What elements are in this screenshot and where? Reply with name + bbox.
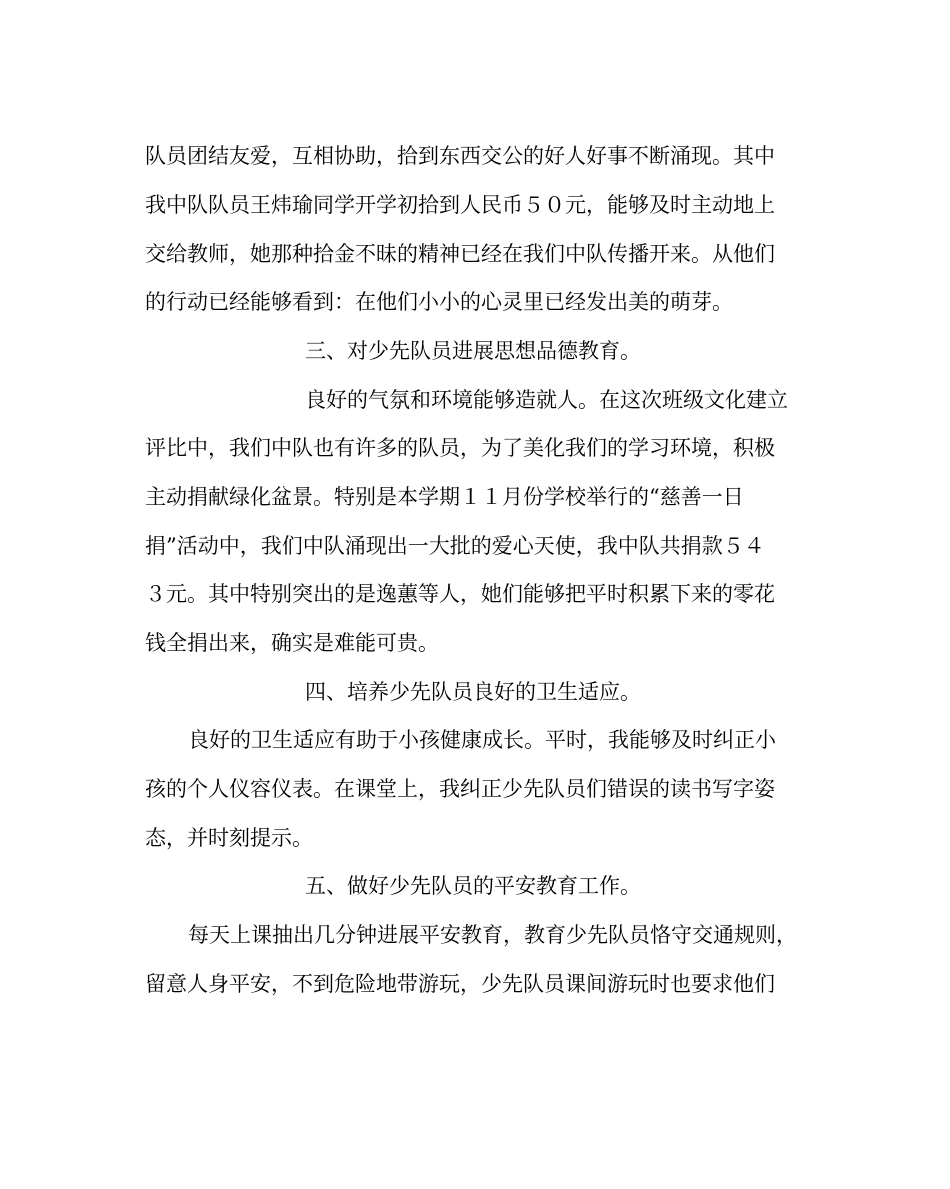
body-line: 评比中，我们中队也有许多的队员，为了美化我们的学习环境，积极 (145, 436, 775, 460)
body-line: 每天上课抽出几分钟进展平安教育，教育少先队员恪守交通规则， (188, 923, 797, 947)
body-line: 良好的气氛和环境能够造就人。在这次班级文化建立 (305, 388, 788, 412)
section-heading: 五、做好少先队员的平安教育工作。 (305, 874, 641, 898)
body-line: 钱全捐出来，确实是难能可贵。 (145, 631, 439, 655)
body-line: 的行动已经能够看到：在他们小小的心灵里已经发出美的萌芽。 (145, 290, 733, 314)
body-line: 主动捐献绿化盆景。特别是本学期１１月份学校举行的“慈善一日 (145, 485, 744, 509)
body-line: ３元。其中特别突出的是逸蕙等人，她们能够把平时积累下来的零花 (145, 582, 775, 606)
body-line: 我中队队员王炜瑜同学开学初拾到人民币５０元，能够及时主动地上 (145, 193, 775, 217)
section-heading: 四、培养少先队员良好的卫生适应。 (305, 680, 641, 704)
body-line: 交给教师，她那种拾金不昧的精神已经在我们中队传播开来。从他们 (145, 242, 775, 266)
body-line: 捐”活动中，我们中队涌现出一大批的爱心天使，我中队共捐款５４ (145, 534, 765, 558)
body-line: 队员团结友爱，互相协助，拾到东西交公的好人好事不断涌现。其中 (145, 144, 775, 168)
body-line: 孩的个人仪容仪表。在课堂上，我纠正少先队员们错误的读书写字姿 (145, 777, 775, 801)
section-heading: 三、对少先队员进展思想品德教育。 (305, 339, 641, 363)
body-line: 留意人身平安，不到危险地带游玩，少先队员课间游玩时也要求他们 (145, 972, 775, 996)
body-line: 态，并时刻提示。 (145, 826, 313, 850)
body-line: 良好的卫生适应有助于小孩健康成长。平时，我能够及时纠正小 (188, 728, 776, 752)
